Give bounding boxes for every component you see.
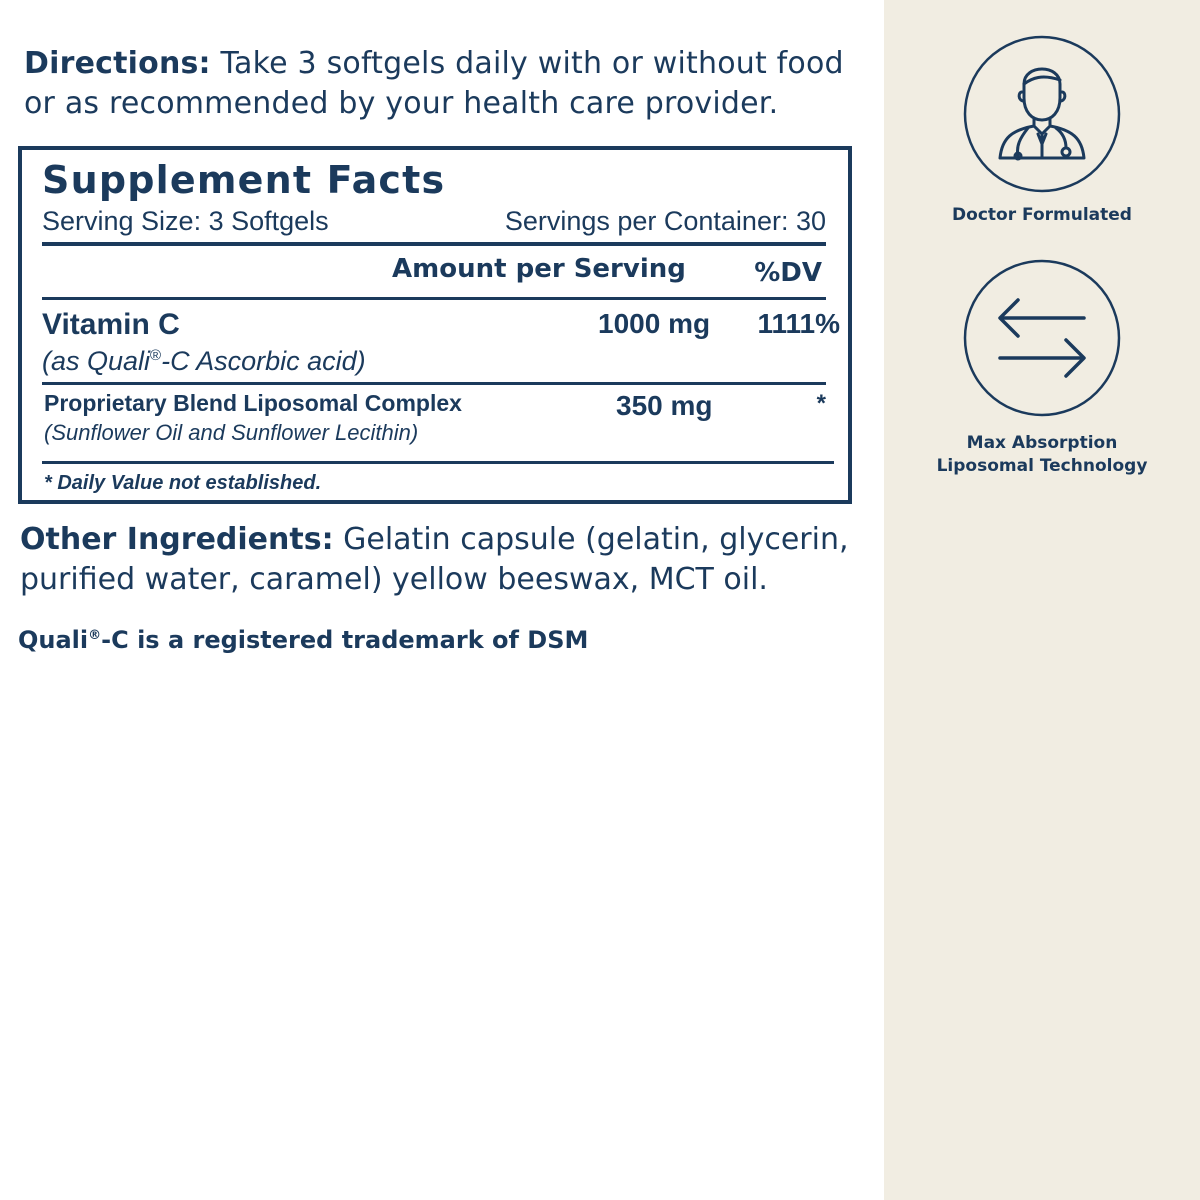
directions-body: Take 3 softgels daily with or without food or as recommended by your health care provider.	[24, 46, 844, 121]
trademark-registered-mark: ®	[88, 628, 102, 643]
directions-text	[24, 44, 854, 124]
vitamin-c-source	[42, 346, 366, 377]
badge-doctor-formulated	[884, 34, 1200, 227]
trademark-suffix: -C is a registered trademark of DSM	[101, 626, 589, 654]
blend-source: (Sunflower Oil and Sunflower Lecithin)	[44, 420, 419, 445]
badge-doctor-caption	[884, 204, 1200, 227]
divider-header	[42, 297, 826, 300]
vitamin-c-amount: 1000 mg	[598, 308, 711, 339]
other-ingredients-body: Gelatin capsule (gelatin, glycerin, purified water, caramel) yellow beeswax, MCT oil.	[20, 522, 849, 597]
trademark-note	[18, 626, 588, 654]
blend-dv: *	[816, 390, 826, 417]
divider-footer	[42, 461, 834, 464]
vitamin-c-name: Vitamin C	[42, 308, 180, 341]
header-amount-per-serving: Amount per Serving	[392, 254, 686, 284]
trademark-prefix: Quali	[18, 626, 89, 654]
supplement-facts-panel	[18, 146, 852, 504]
other-ingredients-text	[20, 520, 860, 600]
vitamin-c-source-suffix: -C Ascorbic acid)	[161, 346, 366, 376]
divider-thick	[42, 242, 826, 246]
other-ingredients-label: Other Ingredients:	[20, 522, 334, 557]
daily-value-footnote: * Daily Value not established.	[44, 472, 322, 494]
doctor-icon	[962, 34, 1122, 194]
supplement-facts-title: Supplement Facts	[42, 158, 446, 202]
badge-absorption-line1: Max Absorption	[966, 433, 1118, 453]
serving-size: Serving Size: 3 Softgels	[42, 206, 329, 236]
divider-row	[42, 382, 826, 385]
servings-per-container: Servings per Container: 30	[504, 206, 826, 236]
registered-mark: ®	[150, 347, 162, 364]
badge-absorption-caption	[884, 432, 1200, 478]
vitamin-c-dv: 1111%	[757, 308, 840, 339]
blend-amount: 350 mg	[616, 390, 713, 421]
badge-absorption-line2: Liposomal Technology	[936, 456, 1148, 476]
header-dv: %DV	[754, 258, 822, 288]
blend-name: Proprietary Blend Liposomal Complex	[44, 390, 462, 416]
badge-doctor-line1: Doctor Formulated	[952, 205, 1132, 225]
vitamin-c-source-prefix: (as Quali	[42, 346, 151, 376]
arrows-exchange-icon	[962, 258, 1122, 418]
directions-label: Directions:	[24, 46, 211, 81]
badge-max-absorption	[884, 258, 1200, 478]
